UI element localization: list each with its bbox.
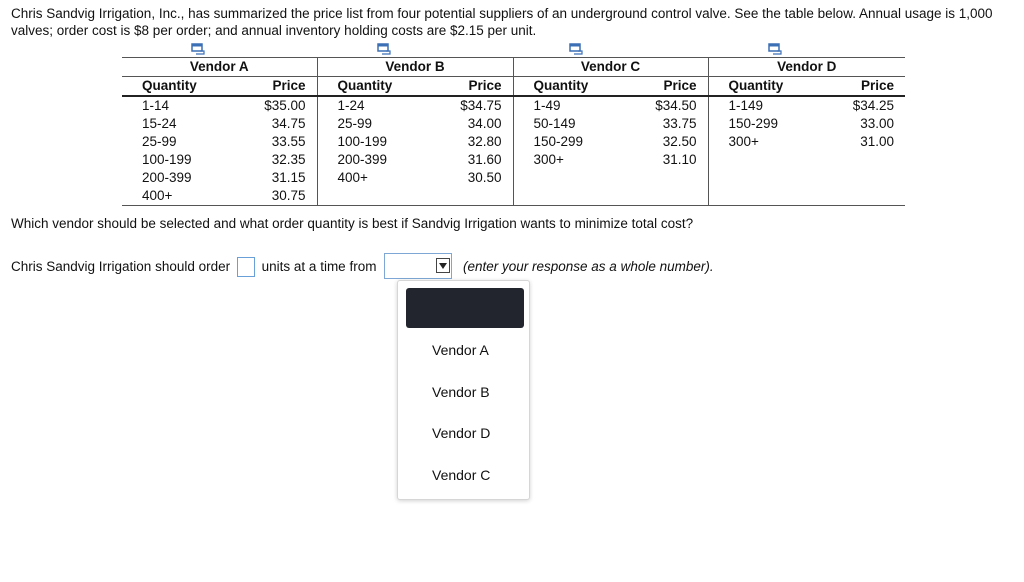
quantity-cell bbox=[708, 151, 805, 169]
quantity-cell: 1-149 bbox=[728, 98, 764, 113]
price-column-header: Price bbox=[219, 77, 317, 97]
quantity-cell: 400+ bbox=[337, 170, 368, 185]
price-cell: 33.55 bbox=[219, 133, 317, 151]
quantity-cell: 300+ bbox=[728, 134, 759, 149]
price-cell: 30.50 bbox=[414, 169, 513, 187]
quantity-cell: 150-299 bbox=[533, 134, 584, 149]
price-cell: 33.75 bbox=[610, 115, 708, 133]
quantity-cell: 15-24 bbox=[142, 116, 177, 131]
price-column-header: Price bbox=[805, 77, 905, 97]
vendor-dropdown-menu bbox=[397, 280, 530, 500]
quantity-column-header: Quantity bbox=[513, 77, 610, 97]
quantity-cell: 400+ bbox=[122, 187, 219, 206]
answer-prefix: Chris Sandvig Irrigation should order bbox=[11, 259, 231, 274]
copy-icon[interactable] bbox=[768, 43, 782, 55]
vendor-a-header: Vendor A bbox=[122, 58, 317, 77]
price-cell: 32.50 bbox=[610, 133, 708, 151]
dropdown-arrow-icon[interactable] bbox=[436, 258, 450, 273]
price-cell: 31.60 bbox=[414, 151, 513, 169]
quantity-cell: 200-399 bbox=[142, 170, 192, 185]
copy-icon[interactable] bbox=[191, 43, 205, 55]
price-cell bbox=[610, 169, 708, 187]
price-cell bbox=[610, 187, 708, 206]
answer-middle: units at a time from bbox=[261, 259, 377, 274]
price-cell bbox=[805, 187, 905, 206]
quantity-cell: 1-14 bbox=[142, 98, 170, 113]
price-cell: 34.00 bbox=[414, 115, 513, 133]
price-column-header: Price bbox=[414, 77, 513, 97]
vendor-d-header: Vendor D bbox=[708, 58, 905, 77]
price-cell bbox=[805, 169, 905, 187]
dropdown-option-vendor-c[interactable]: Vendor C bbox=[432, 467, 491, 483]
quantity-cell bbox=[513, 187, 610, 206]
table-row bbox=[122, 169, 905, 187]
price-cell: $34.25 bbox=[852, 98, 894, 113]
price-cell: 31.00 bbox=[860, 134, 894, 149]
quantity-cell: 25-99 bbox=[142, 134, 177, 149]
price-cell: 32.35 bbox=[219, 151, 317, 169]
price-cell: 31.10 bbox=[610, 151, 708, 169]
quantity-column-header: Quantity bbox=[317, 77, 414, 97]
price-cell: $34.50 bbox=[610, 96, 708, 115]
price-cell: $35.00 bbox=[219, 96, 317, 115]
answer-line bbox=[11, 254, 714, 274]
vendor-select[interactable] bbox=[384, 253, 452, 279]
quantity-cell bbox=[317, 187, 414, 206]
dropdown-option-vendor-a[interactable]: Vendor A bbox=[432, 342, 489, 358]
copy-icon[interactable] bbox=[377, 43, 391, 55]
dropdown-option-vendor-b[interactable]: Vendor B bbox=[432, 384, 490, 400]
problem-statement: Chris Sandvig Irrigation, Inc., has summarized the price list from four potential suppliers of an underground control valve. See the table below. Annual usage is 1,000 valves; order cost is $8 per order; and annual inventory holding costs are $2.15 per unit. bbox=[11, 6, 993, 38]
price-cell: 33.00 bbox=[860, 116, 894, 131]
price-cell: $34.75 bbox=[414, 96, 513, 115]
quantity-column-header: Quantity bbox=[708, 77, 805, 97]
quantity-cell: 1-24 bbox=[337, 98, 365, 113]
price-cell: 31.15 bbox=[219, 169, 317, 187]
quantity-cell: 50-149 bbox=[533, 116, 576, 131]
dropdown-blank-option[interactable] bbox=[406, 288, 524, 328]
table-row bbox=[122, 115, 905, 133]
quantity-column-header: Quantity bbox=[122, 77, 219, 97]
vendor-price-table bbox=[122, 57, 905, 206]
quantity-cell: 25-99 bbox=[337, 116, 373, 131]
quantity-cell: 100-199 bbox=[337, 134, 388, 149]
price-cell: 32.80 bbox=[414, 133, 513, 151]
quantity-cell: 1-49 bbox=[533, 98, 561, 113]
price-cell bbox=[414, 187, 513, 206]
price-cell: 34.75 bbox=[219, 115, 317, 133]
quantity-cell: 200-399 bbox=[337, 152, 388, 167]
table-row bbox=[122, 133, 905, 151]
dropdown-option-vendor-d[interactable]: Vendor D bbox=[432, 425, 491, 441]
quantity-cell bbox=[708, 187, 805, 206]
price-cell bbox=[805, 151, 905, 169]
quantity-cell bbox=[513, 169, 610, 187]
quantity-cell: 100-199 bbox=[142, 152, 192, 167]
quantity-cell: 150-299 bbox=[728, 116, 779, 131]
table-row bbox=[122, 187, 905, 206]
copy-icon[interactable] bbox=[569, 43, 583, 55]
table-row bbox=[122, 151, 905, 169]
vendor-b-header: Vendor B bbox=[317, 58, 513, 77]
quantity-cell bbox=[708, 169, 805, 187]
quantity-cell: 300+ bbox=[533, 152, 564, 167]
price-cell: 30.75 bbox=[219, 187, 317, 206]
table-row bbox=[122, 96, 905, 115]
order-quantity-input[interactable] bbox=[237, 257, 255, 277]
answer-hint: (enter your response as a whole number). bbox=[462, 259, 714, 274]
vendor-c-header: Vendor C bbox=[513, 58, 708, 77]
question-text: Which vendor should be selected and what order quantity is best if Sandvig Irrigation wants to minimize total cost? bbox=[11, 216, 694, 231]
price-column-header: Price bbox=[610, 77, 708, 97]
